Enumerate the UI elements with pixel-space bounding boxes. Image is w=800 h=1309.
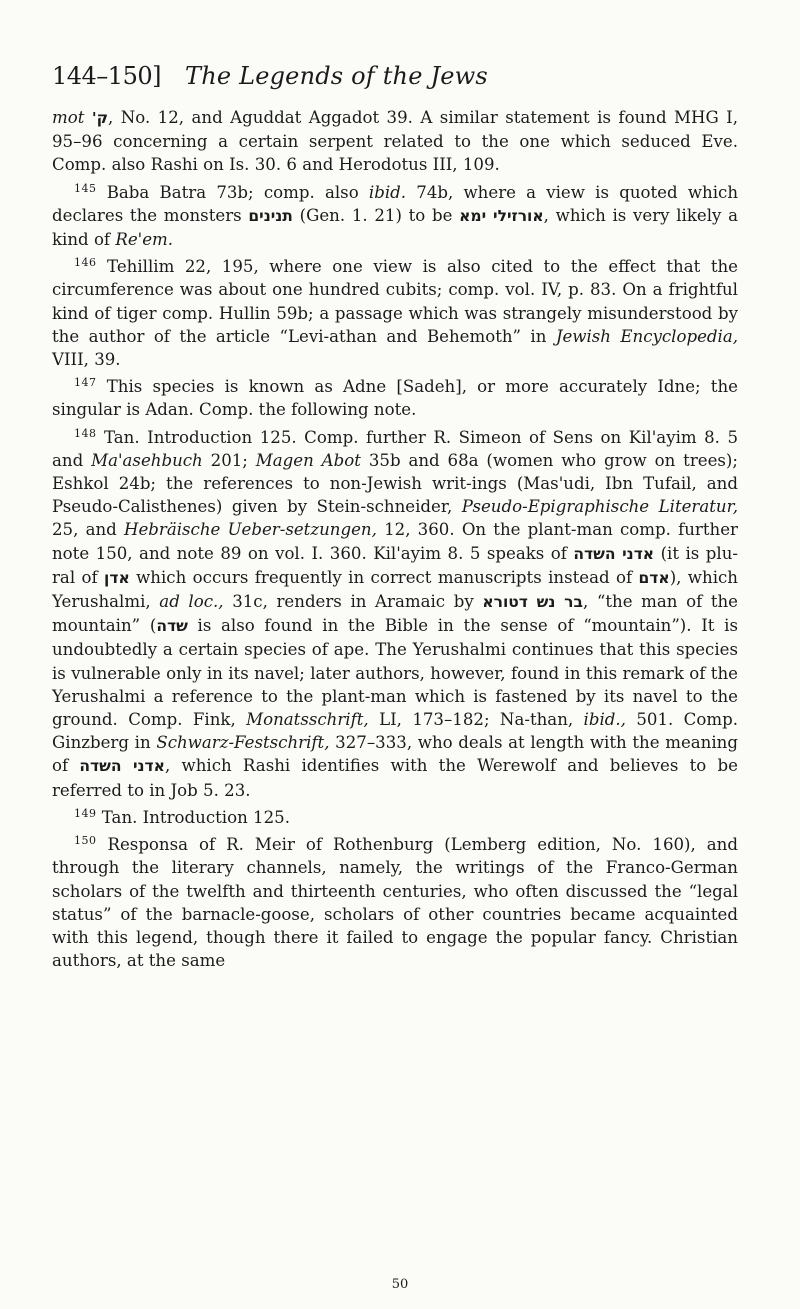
note-continuation: mot 'ק, No. 12, and Aguddat Aggadot 39. A similar statement is found MHG I, 95–96 concerning a certain serpent related to the one which seduced Eve. Comp. also Rashi on Is. 30. 6 and Herodotus III, 109. bbox=[52, 108, 738, 175]
note-number: 147 bbox=[74, 376, 97, 390]
note-number: 148 bbox=[74, 426, 97, 440]
note-number: 146 bbox=[74, 256, 97, 270]
notes-body bbox=[52, 106, 738, 972]
note-number: 145 bbox=[74, 181, 97, 195]
note-150: $^{150}$ Responsa of R. Meir of Rothenburg (Lemberg edition, No. 160), and through the literary channels, namely, the writings of the Franco-German scholars of the twelfth and thirteenth centuries, who often discussed the “legal status” of the barnacle-goose, scholars of other countries became acquainted with this legend, though there it failed to engage the popular fancy. Christian authors, at the same bbox=[52, 834, 738, 971]
page-range: 144–150] bbox=[52, 62, 161, 90]
note-149: $^{149}$ Tan. Introduction 125. bbox=[74, 806, 290, 827]
folio-number: 50 bbox=[391, 1277, 409, 1292]
note-146: $^{146}$ Tehillim 22, 195, where one view is also cited to the effect that the circumference was about one hundred cubits; comp. vol. IV, p. 83. On a frightful kind of tiger comp. Hullin 59b; a passage which was strangely misunderstood by the author of the article “Levi-athan and Behemoth” in Jewish Encyclopedia, VIII, 39. bbox=[52, 256, 738, 370]
note-number: 149 bbox=[74, 806, 97, 820]
note-145: $^{145}$ Baba Batra 73b; comp. also ibid. 74b, where a view is quoted which declares the monsters תנינים (Gen. 1. 21) to be אורזילי ימא, which is very likely a kind of Re'em. bbox=[52, 181, 738, 250]
running-head bbox=[52, 62, 738, 98]
note-148: $^{148}$ Tan. Introduction 125. Comp. further R. Simeon of Sens on Kil'ayim 8. 5 and Ma'asehbuch 201; Magen Abot 35b and 68a (women who grow on trees); Eshkol 24b; the references to non-Jewish writ-ings (Mas'udi, Ibn Tufail, and Pseudo-Calisthenes) given by Stein-schneider, Pseudo-Epigraphische Literatur, 25, and Hebräische Ueber-setzungen, 12, 360. On the plant-man comp. further note 150, and note 89 on vol. I. 360. Kil'ayim 8. 5 speaks of אדני השדה (it is plu-ral of אדן which occurs frequently in correct manuscripts instead of אדם), which Yerushalmi, ad loc., 31c, renders in Aramaic by בר נש דטורא, “the man of the mountain” (שדה is also found in the Bible in the sense of “mountain”). It is undoubtedly a certain species of ape. The Yerushalmi continues that this species is vulnerable only in its navel; later authors, however, found in this remark of the Yerushalmi a reference to the plant-man which is fastened by its navel to the ground. Comp. Fink, Monatsschrift, LI, 173–182; Na-than, ibid., 501. Comp. Ginzberg in Schwarz-Festschrift, 327–333, who deals at length with the meaning of אדני השדה, which Rashi identifies with the Werewolf and believes to be referred to in Job 5. 23. bbox=[52, 426, 739, 800]
note-number: 150 bbox=[74, 834, 97, 848]
note-147: $^{147}$ This species is known as Adne [Sadeh], or more accurately Idne; the singular is Adan. Comp. the following note. bbox=[52, 376, 738, 420]
running-title: The Legends of the Jews bbox=[184, 62, 488, 90]
